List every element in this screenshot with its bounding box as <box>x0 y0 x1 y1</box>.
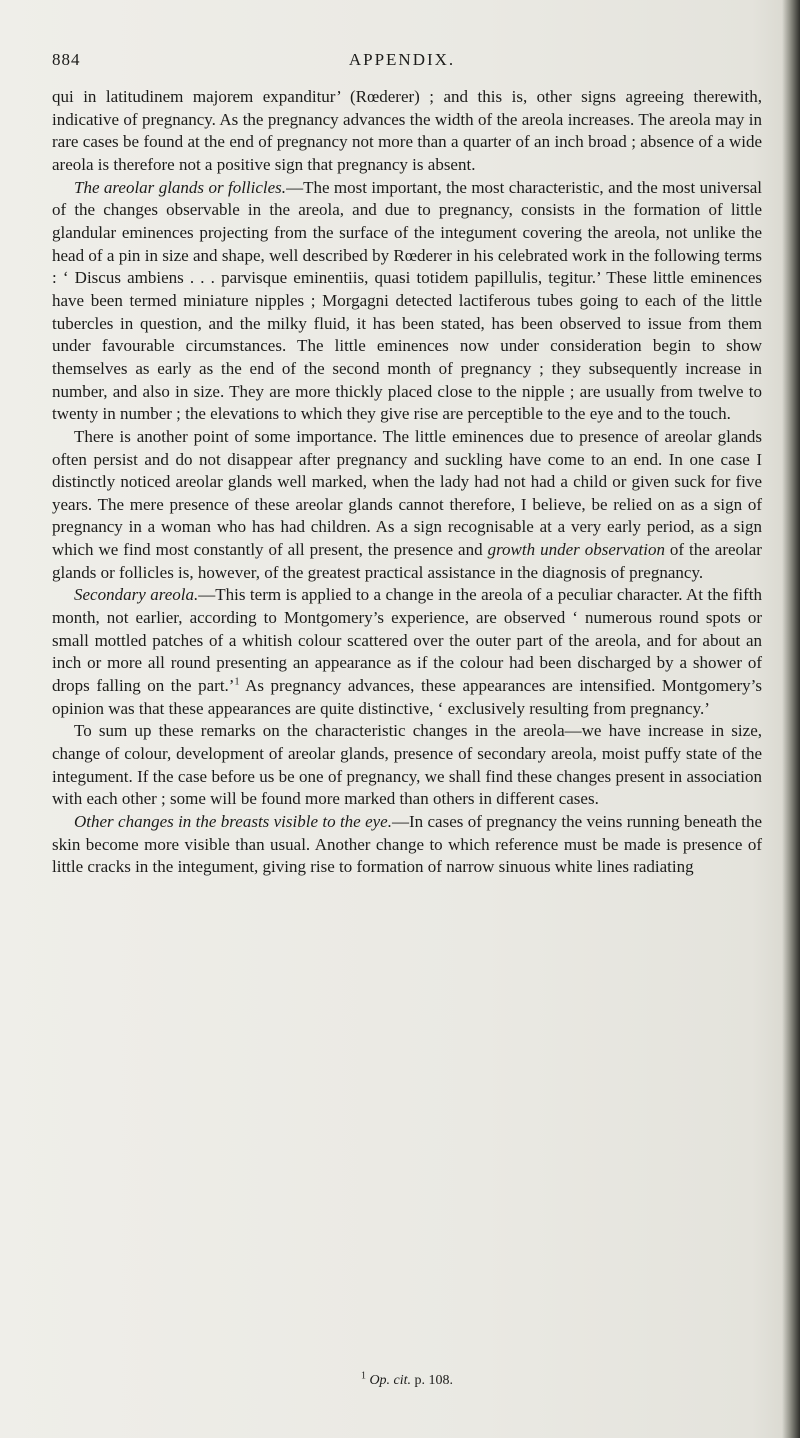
paragraph <box>52 584 762 720</box>
page-header <box>52 50 752 76</box>
paragraph <box>52 720 762 811</box>
italic-run: The areolar glands or follicles. <box>74 177 287 197</box>
text-run: —This term is applied to a change in the areola of a peculiar character. At the fifth month, not earlier, according to Montgomery’s experience, are observed ‘ numerous round spots or small mottled patches of a whitish colour scattered over the outer part of the areola, and for about an inch or more all round presenting an appearance as if the colour had been discharged by a shower of drops falling on the part.’ <box>52 585 762 696</box>
footnote <box>52 1372 762 1390</box>
text-run: As pregnancy advances, these appearances are intensified. Montgomery’s opinion was that these appearances are quite distinctive, ‘ exclusively resulting from pregnancy.’ <box>52 676 763 718</box>
text-run: —In cases of pregnancy the veins running beneath the skin become more visible than usual. Another change to which reference must be made is presence of little cracks in the integument, giving rise to formation of narrow sinuous white lines radiating <box>52 812 762 877</box>
footnote-marker: 1 <box>360 1370 366 1382</box>
paragraph <box>52 86 762 177</box>
paragraph <box>52 426 762 585</box>
running-title: APPENDIX. <box>348 50 456 69</box>
page-number: 884 <box>52 50 81 69</box>
footnote-page-ref: p. 108. <box>411 1373 454 1388</box>
italic-run: Secondary areola. <box>74 585 199 605</box>
text-run: —The most important, the most characteristic, and the most universal of the changes observable in the areola, and due to pregnancy, consists in the formation of little glandular eminences projecting from the surface of the integument covering the areola, not unlike the head of a pin in size and shape, well described by Rœderer in his celebrated work in the following terms : ‘ Discus ambiens . . . parvisque eminentiis, quasi totidem papillulis, tegitur.’ These little eminences have been termed miniature nipples ; Morgagni detected lactiferous tubes going to each of the little tubercles in question, and the milky fluid, it has been stated, has been observed to issue from them under favourable circumstances. The little eminences now under consideration begin to show themselves as early as the end of the second month of pregnancy ; they subsequently increase in number, and also in size. They are more thickly placed close to the nipple ; are usually from twelve to twenty in number ; the elevations to which they give rise are perceptible to the eye and to the touch. <box>52 177 762 424</box>
body-text <box>52 86 762 879</box>
italic-run: growth under observation <box>487 540 665 560</box>
paragraph <box>52 811 762 879</box>
page-binding-edge <box>782 0 800 1438</box>
footnote-citation: Op. cit. <box>369 1373 412 1388</box>
footnote-ref: 1 <box>234 676 240 688</box>
italic-run: Other changes in the breasts visible to the eye. <box>74 812 392 831</box>
text-run: of the areolar glands or follicles is, however, of the greatest practical assistance in the diagnosis of pregnancy. <box>52 540 762 582</box>
paragraph <box>52 177 762 426</box>
text-run: There is another point of some importance. The little eminences due to presence of areolar glands often persist and do not disappear after pregnancy and suckling have come to an end. In one case I distinctly noticed areolar glands well marked, when the lady had not had a child or given suck for five years. The mere presence of these areolar glands cannot therefore, I believe, be relied on as a sign of pregnancy in a woman who has had children. As a sign recognisable at a very early period, as a sign which we find most constantly of all present, the presence and <box>52 426 762 560</box>
text-run: qui in latitudinem majorem expanditur’ (Rœderer) ; and this is, other signs agreeing therewith, indicative of pregnancy. As the pregnancy advances the width of the areola increases. The areola may in rare cases be found at the end of pregnancy not more than a quarter of an inch broad ; absence of a wide areola is therefore not a positive sign that pregnancy is absent. <box>52 87 762 174</box>
text-run: To sum up these remarks on the characteristic changes in the areola—we have increase in size, change of colour, development of areolar glands, presence of secondary areola, moist puffy state of the integument. If the case before us be one of pregnancy, we shall find these changes present in association with each other ; some will be found more marked than others in different cases. <box>52 721 762 809</box>
